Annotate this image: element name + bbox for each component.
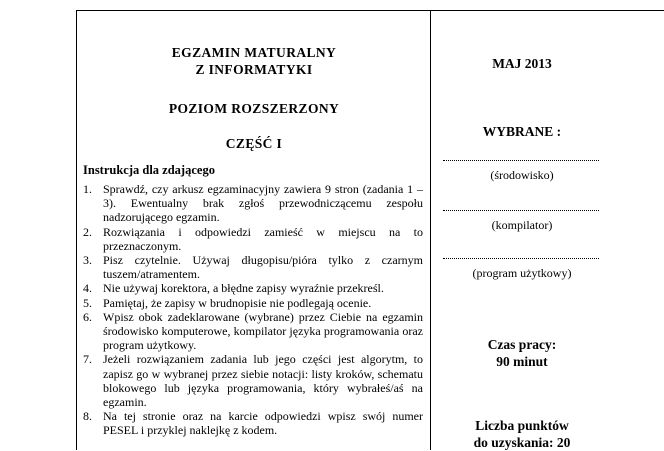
instruction-item [83, 253, 423, 281]
points-value: do uzyskania: 20 [473, 435, 571, 450]
instruction-number: 4. [83, 281, 92, 296]
time-label: Czas pracy: [487, 337, 557, 352]
exam-date: MAJ 2013 [492, 56, 552, 71]
instruction-number: 1. [83, 182, 92, 196]
instruction-text: Nie używaj korektora, a błędne zapisy wyraźnie przekreśl. [103, 281, 384, 296]
instruction-text: Pisz czytelnie. Używaj długopisu/pióra tylko z czarnym tuszem/atramentem. [103, 253, 423, 282]
instruction-item [83, 409, 423, 437]
instruction-item [83, 310, 423, 353]
instruction-text: Rozwiązania i odpowiedzi zamieść w miejscu na to przeznaczonym. [103, 224, 423, 253]
instruction-number: 3. [83, 253, 92, 268]
environment-fill-line[interactable] [443, 160, 599, 161]
points-label: Liczba punktów [475, 418, 569, 433]
instructions-heading: Instrukcja dla zdającego [83, 163, 215, 177]
user-program-fill-line[interactable] [443, 258, 599, 259]
instruction-text: Jeżeli rozwiązaniem zadania lub jego części jest algorytm, to zapisz go w wybranej przez siebie notacji: listy kroków, schematu blokowego lub języka programowania, który wybrałeś/aś na egzamin. [103, 352, 423, 410]
instruction-number: 8. [83, 409, 92, 424]
instruction-number: 2. [83, 224, 92, 239]
time-info [431, 336, 613, 370]
environment-label: (środowisko) [490, 168, 554, 182]
exam-part: CZĘŚĆ I [225, 136, 283, 151]
instructions-list [83, 182, 423, 438]
instruction-number: 5. [83, 295, 92, 310]
compiler-label: (kompilator) [491, 218, 553, 232]
instruction-number: 6. [83, 309, 92, 324]
compiler-fill-line[interactable] [443, 210, 599, 211]
points-info [431, 417, 613, 451]
chosen-heading: WYBRANE : [482, 124, 562, 139]
instruction-item [83, 225, 423, 253]
instruction-text: Na tej stronie oraz na karcie odpowiedzi wpisz swój numer PESEL i przyklej naklejkę z kodem. [103, 409, 423, 438]
instruction-text: Sprawdź, czy arkusz egzaminacyjny zawiera 9 stron (zadania 1 – 3). Ewentualny brak zgłoś przewodniczącemu zespołu nadzorującego egzamin. [103, 182, 423, 225]
instruction-item [83, 352, 423, 409]
instruction-item [83, 296, 423, 310]
time-value: 90 minut [496, 354, 548, 369]
exam-title [80, 44, 428, 78]
user-program-label: (program użytkowy) [472, 266, 572, 280]
exam-title-line2: Z INFORMATYKI [195, 62, 313, 77]
instruction-item [83, 281, 423, 295]
left-border-line [76, 10, 77, 450]
exam-level: POZIOM ROZSZERZONY [168, 101, 340, 116]
instruction-text: Pamiętaj, że zapisy w brudnopisie nie podlegają ocenie. [103, 295, 372, 310]
instruction-number: 7. [83, 352, 92, 367]
exam-title-line1: EGZAMIN MATURALNY [171, 45, 337, 60]
instruction-text: Wpisz obok zadeklarowane (wybrane) przez Ciebie na egzamin środowisko komputerowe, kompilator języka programowania oraz program użytkowy. [103, 309, 423, 353]
instruction-item [83, 182, 423, 225]
